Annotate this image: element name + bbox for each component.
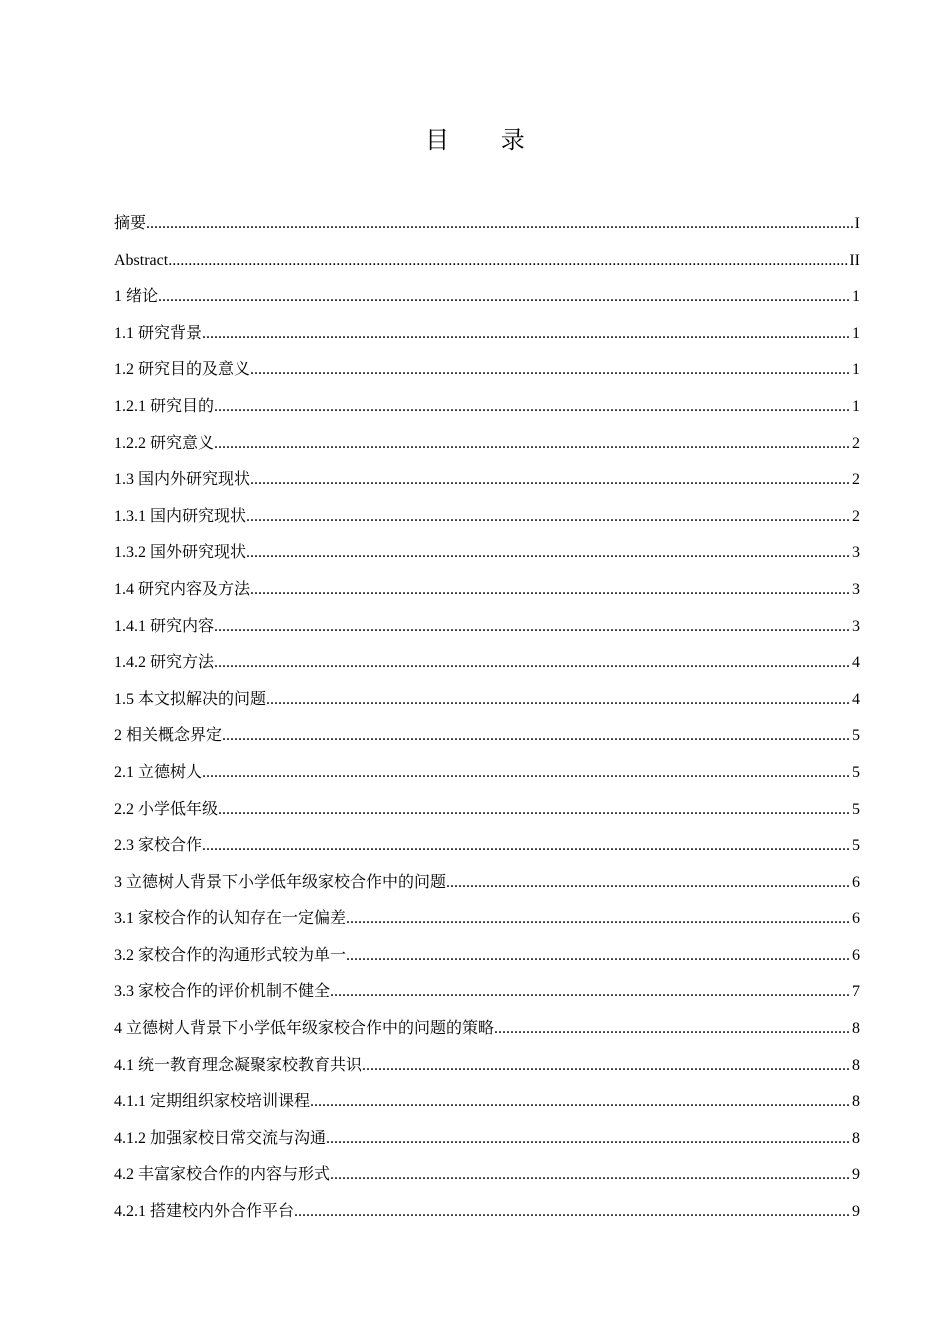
toc-entry-label: 1.4.2 研究方法 [114, 654, 215, 672]
toc-dot-leader [214, 645, 851, 682]
toc-entry-page-number: 8 [852, 1129, 860, 1147]
toc-dot-leader [246, 499, 851, 536]
toc-dot-leader [250, 352, 851, 389]
toc-dot-leader [346, 901, 851, 938]
toc-dot-leader [158, 279, 851, 316]
toc-entry-page-number: 1 [852, 397, 860, 415]
toc-entry-label: 1.2.1 研究目的 [114, 397, 215, 415]
toc-entry[interactable] [114, 645, 860, 682]
toc-entry[interactable] [114, 389, 860, 426]
toc-entry-page-number: 5 [852, 727, 860, 745]
toc-dot-leader [346, 938, 851, 975]
toc-dot-leader [250, 462, 851, 499]
toc-dot-leader [146, 206, 854, 243]
toc-dot-leader [250, 572, 851, 609]
toc-entry-label: 2.2 小学低年级 [114, 800, 219, 818]
toc-entry-page-number: 5 [852, 837, 860, 855]
toc-entry[interactable] [114, 352, 860, 389]
toc-entry[interactable] [114, 609, 860, 646]
toc-dot-leader [326, 1121, 851, 1158]
toc-entry[interactable] [114, 974, 860, 1011]
toc-entry[interactable] [114, 718, 860, 755]
toc-entry[interactable] [114, 535, 860, 572]
toc-entry[interactable] [114, 572, 860, 609]
toc-entry-label: Abstract [114, 251, 169, 269]
toc-entry-label: 3.1 家校合作的认知存在一定偏差 [114, 910, 347, 928]
toc-dot-leader [214, 426, 851, 463]
toc-entry[interactable] [114, 1048, 860, 1085]
toc-entry-label: 1.5 本文拟解决的问题 [114, 690, 267, 708]
toc-entry-label: 4 立德树人背景下小学低年级家校合作中的问题的策略 [114, 1020, 495, 1038]
toc-entry[interactable] [114, 901, 860, 938]
toc-dot-leader [310, 1084, 851, 1121]
toc-entry[interactable] [114, 243, 860, 280]
toc-entry-page-number: 8 [852, 1056, 860, 1074]
toc-entry-label: 1.1 研究背景 [114, 324, 203, 342]
toc-entry[interactable] [114, 316, 860, 353]
toc-entry-page-number: 8 [852, 1093, 860, 1111]
toc-entry-page-number: 5 [852, 800, 860, 818]
toc-entry-page-number: 6 [852, 873, 860, 891]
toc-dot-leader [494, 1011, 851, 1048]
toc-entry-label: 3.2 家校合作的沟通形式较为单一 [114, 946, 347, 964]
toc-dot-leader [362, 1048, 851, 1085]
toc-entry-page-number: 1 [852, 361, 860, 379]
toc-dot-leader [330, 1157, 851, 1194]
toc-entry-page-number: II [849, 251, 860, 269]
toc-entry[interactable] [114, 865, 860, 902]
toc-dot-leader [202, 316, 851, 353]
toc-entry-label: 4.1.2 加强家校日常交流与沟通 [114, 1129, 327, 1147]
toc-entry-label: 2 相关概念界定 [114, 727, 223, 745]
toc-dot-leader [266, 682, 851, 719]
toc-entry-page-number: 2 [852, 434, 860, 452]
toc-entry-label: 1.2 研究目的及意义 [114, 361, 251, 379]
toc-entry-page-number: 6 [852, 946, 860, 964]
toc-dot-leader [202, 755, 851, 792]
toc-entry-page-number: 6 [852, 910, 860, 928]
toc-dot-leader [294, 1194, 851, 1231]
toc-entry-label: 1.3.1 国内研究现状 [114, 507, 247, 525]
toc-entry[interactable] [114, 462, 860, 499]
toc-entry[interactable] [114, 682, 860, 719]
toc-entry[interactable] [114, 1157, 860, 1194]
toc-entry-page-number: 1 [852, 324, 860, 342]
toc-entry-label: 3.3 家校合作的评价机制不健全 [114, 983, 331, 1001]
toc-dot-leader [218, 792, 851, 829]
toc-entry-page-number: 3 [852, 580, 860, 598]
toc-entry-label: 4.1.1 定期组织家校培训课程 [114, 1093, 311, 1111]
toc-dot-leader [330, 974, 851, 1011]
toc-dot-leader [214, 389, 851, 426]
toc-entry[interactable] [114, 499, 860, 536]
toc-entry-label: 2.1 立德树人 [114, 763, 203, 781]
toc-entry-page-number: 9 [852, 1166, 860, 1184]
toc-dot-leader [214, 609, 851, 646]
toc-entry[interactable] [114, 206, 860, 243]
toc-list [114, 206, 860, 1231]
toc-entry-page-number: 8 [852, 1020, 860, 1038]
toc-entry[interactable] [114, 828, 860, 865]
toc-entry-page-number: 9 [852, 1203, 860, 1221]
toc-entry[interactable] [114, 1121, 860, 1158]
toc-entry-label: 2.3 家校合作 [114, 837, 203, 855]
toc-entry[interactable] [114, 792, 860, 829]
toc-entry-page-number: 3 [852, 617, 860, 635]
toc-entry-page-number: 5 [852, 763, 860, 781]
toc-entry-page-number: 7 [852, 983, 860, 1001]
toc-entry-page-number: 4 [852, 654, 860, 672]
toc-entry-label: 摘要 [114, 215, 147, 232]
toc-entry-label: 3 立德树人背景下小学低年级家校合作中的问题 [114, 873, 447, 891]
toc-entry-label: 1 绪论 [114, 288, 159, 306]
toc-entry[interactable] [114, 1084, 860, 1121]
toc-entry-page-number: 3 [852, 544, 860, 562]
toc-entry-label: 1.4 研究内容及方法 [114, 580, 251, 598]
toc-dot-leader [168, 243, 848, 280]
toc-entry-label: 1.4.1 研究内容 [114, 617, 215, 635]
toc-entry[interactable] [114, 755, 860, 792]
toc-entry-page-number: 2 [852, 471, 860, 489]
toc-entry-label: 4.1 统一教育理念凝聚家校教育共识 [114, 1056, 363, 1074]
toc-entry-page-number: 2 [852, 507, 860, 525]
toc-entry-label: 1.3.2 国外研究现状 [114, 544, 247, 562]
toc-entry-label: 4.2 丰富家校合作的内容与形式 [114, 1166, 331, 1184]
toc-entry-label: 1.3 国内外研究现状 [114, 471, 251, 489]
toc-entry[interactable] [114, 426, 860, 463]
toc-entry-label: 4.2.1 搭建校内外合作平台 [114, 1203, 295, 1221]
toc-dot-leader [222, 718, 851, 755]
toc-entry[interactable] [114, 938, 860, 975]
toc-entry-label: 1.2.2 研究意义 [114, 434, 215, 452]
page-title: 目 录 [425, 126, 547, 154]
toc-entry-page-number: 4 [852, 690, 860, 708]
toc-entry[interactable] [114, 279, 860, 316]
toc-dot-leader [246, 535, 851, 572]
toc-dot-leader [446, 865, 851, 902]
toc-entry[interactable] [114, 1194, 860, 1231]
toc-entry-page-number: I [854, 215, 860, 232]
toc-entry-page-number: 1 [852, 288, 860, 306]
toc-dot-leader [202, 828, 851, 865]
toc-entry[interactable] [114, 1011, 860, 1048]
